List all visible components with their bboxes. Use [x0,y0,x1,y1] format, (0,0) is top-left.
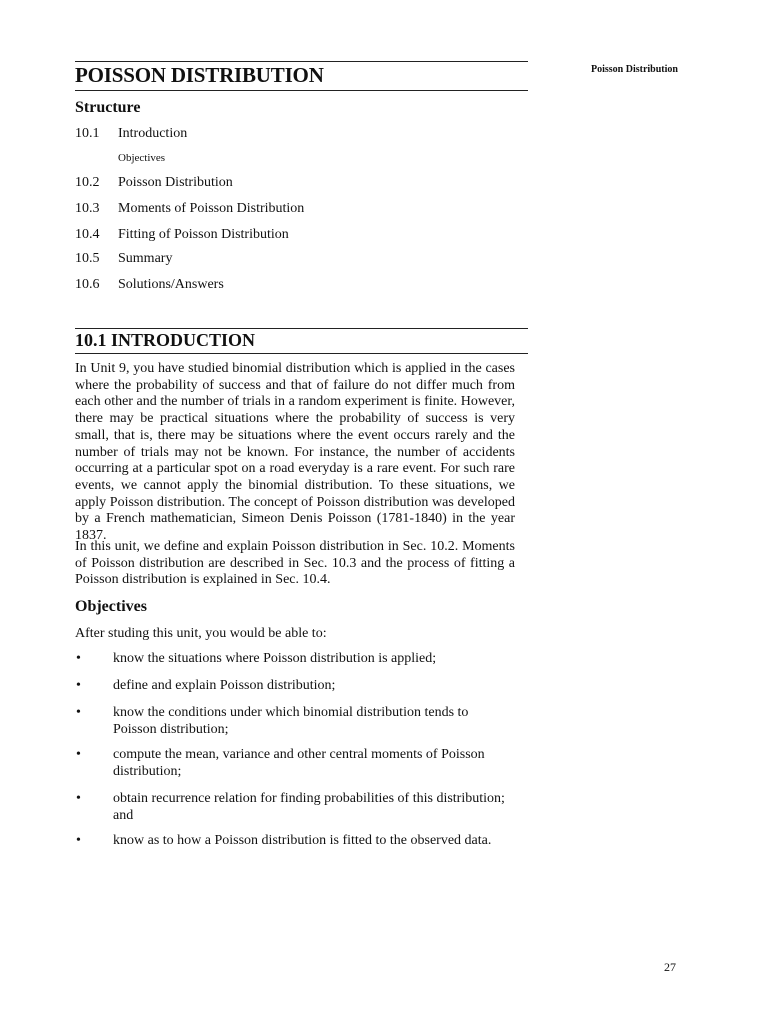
toc-item-solutions: Solutions/Answers [118,277,224,292]
objective-item: know the situations where Poisson distribution is applied; [113,651,437,666]
toc-item-poisson-distribution: Poisson Distribution [118,175,233,190]
page-number: 27 [664,960,676,974]
toc-number: 10.5 [75,251,100,266]
toc-item-fitting: Fitting of Poisson Distribution [118,227,289,242]
objectives-heading: Objectives [75,598,147,615]
section-heading-block [75,328,528,354]
toc-number: 10.2 [75,175,100,190]
running-head: Poisson Distribution [591,64,678,75]
objective-item: compute the mean, variance and other central moments of Poisson distribution; [113,747,485,779]
objective-item: obtain recurrence relation for finding probabilities of this distribution; and [113,791,505,823]
bullet-symbol: • [76,747,81,762]
bullet-symbol: • [76,651,81,666]
toc-number: 10.3 [75,201,100,216]
title-block [75,61,528,91]
objective-item: know as to how a Poisson distribution is fitted to the observed data. [113,833,492,848]
bullet-symbol: • [76,678,81,693]
intro-paragraph-1: In Unit 9, you have studied binomial distribution which is applied in the cases where the probability of success and that of failure do not differ much from each other and the number of trials in a random experiment is finite. However, there may be practical situations where the probability of success is very small, that is, there may be situations where the event occurs rarely and the number of trials may not be known. For instance, the number of accidents occurring at a particular spot on a road everyday is a rare event. For such rare events, we cannot apply the binomial distribution. To these situations, we apply Poisson distribution. The concept of Poisson distribution was developed by a French mathematician, Simeon Denis Poisson (1781-1840) in the year 1837. [75,361,515,544]
toc-number: 10.1 [75,126,100,141]
toc-item-introduction: Introduction [118,126,188,141]
bullet-symbol: • [76,791,81,806]
objective-item: define and explain Poisson distribution; [113,678,336,693]
structure-heading: Structure [75,99,141,116]
objectives-intro: After studing this unit, you would be able to: [75,626,327,641]
toc-number: 10.4 [75,227,100,242]
bullet-symbol: • [76,833,81,848]
page-title: POISSON DISTRIBUTION [75,63,324,87]
toc-item-summary: Summary [118,251,173,266]
objective-item: know the conditions under which binomial distribution tends to Poisson distribution; [113,705,469,737]
toc-subitem-objectives: Objectives [118,152,166,164]
section-heading: 10.1 INTRODUCTION [75,330,256,350]
bullet-symbol: • [76,705,81,720]
toc-number: 10.6 [75,277,100,292]
intro-paragraph-2: In this unit, we define and explain Poisson distribution in Sec. 10.2. Moments of Poisson distribution are described in Sec. 10.3 and the process of fitting a Poisson distribution is explained in Sec. 10.4. [75,539,515,588]
toc-item-moments: Moments of Poisson Distribution [118,201,305,216]
